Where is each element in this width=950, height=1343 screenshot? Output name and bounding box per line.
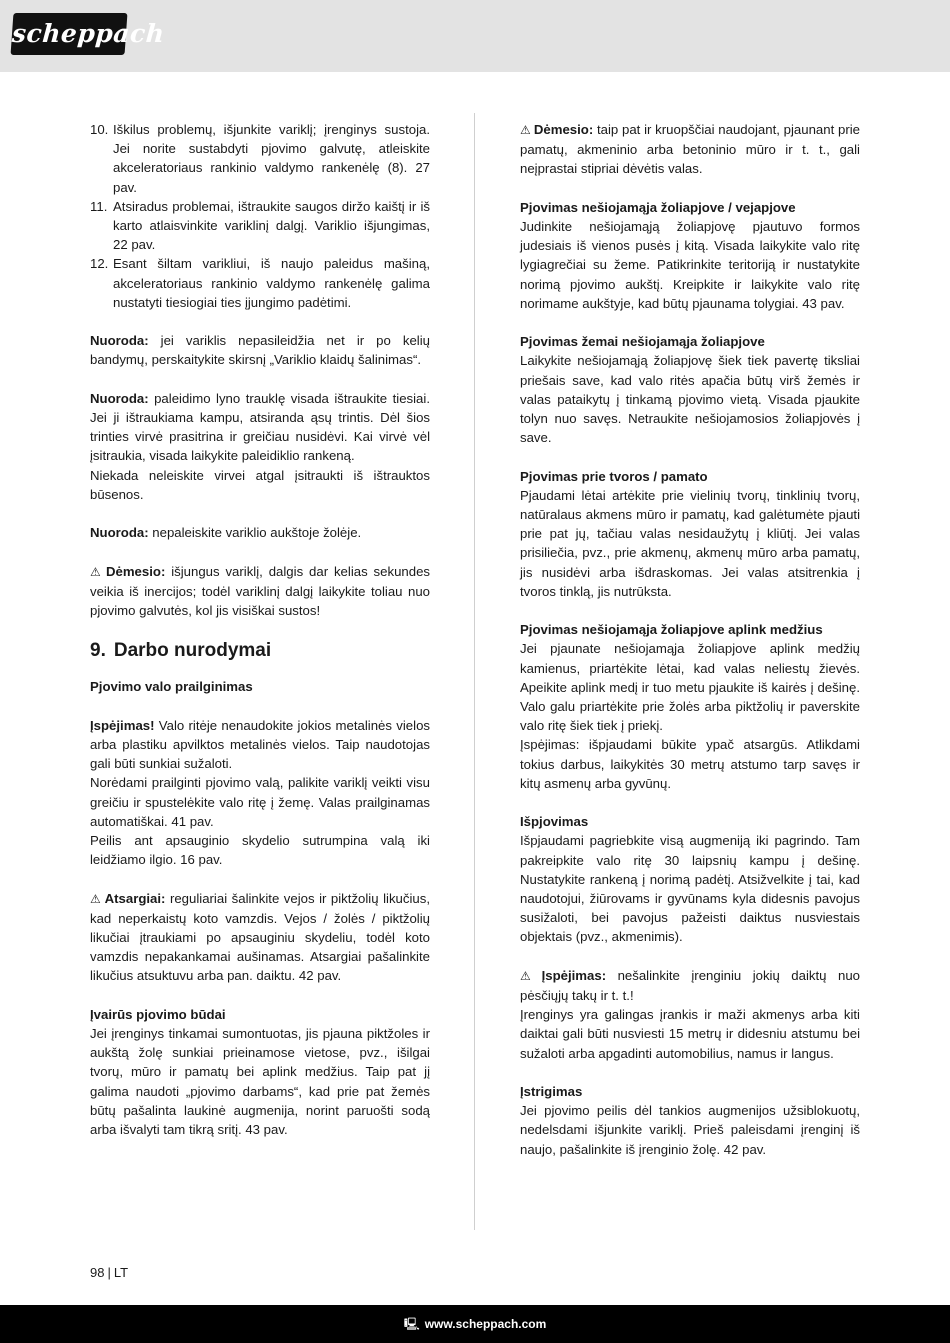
- subsection-heading: Pjovimas nešiojamąja žoliapjove aplink medžius: [520, 622, 823, 638]
- subsection-heading: Pjovimas žemai nešiojamąja žoliapjove: [520, 334, 765, 350]
- note-paragraph: Nuoroda: paleidimo lyno trauklę visada ištraukite tiesiai. Jei ji ištraukiama kampu, atsiranda ąsų trintis. Dėl šios trinties virvė prasitrina ir greičiau nusidėvi. Kai virvė vėl įsitraukia, visada laikykite paleidiklio rankeną.: [90, 390, 430, 464]
- note-paragraph: Nuoroda: jei variklis nepasileidžia net ir po kelių bandymų, perskaitykite skirsnį „Variklio klaidų šalinimas“.: [90, 333, 430, 368]
- warning-triangle-icon: ⚠: [90, 891, 102, 906]
- list-item: 11. Atsiradus problemai, ištraukite saugos diržo kaištį ir iš karto atlaisvinkite variklinį dalgį. Variklio išjungimas, 22 pav.: [90, 198, 430, 253]
- computer-icon: 🖳: [403, 1317, 420, 1331]
- warning-paragraph: Įspėjimas! Valo ritėje nenaudokite jokios metalinės vielos arba plastiku apvilktos metalinės vielos. Taip naudotojas gali būti sunkiai sužaloti.: [90, 717, 430, 772]
- subsection-heading: Įstrigimas: [520, 1084, 583, 1100]
- left-column: [90, 120, 430, 1158]
- warning-triangle-icon: ⚠: [520, 123, 531, 137]
- caution-paragraph: ⚠ Atsargiai: reguliariai šalinkite vejos ir piktžolių likučius, kad neperkaistų koto vamzdis. Vejos / žolės / piktžolių likučiai įtraukiami po apsauginiu skydeliu, todėl koto vamzdis nepakankamai aušinamas. Atsargiai pašalinkite likučius atsuktuvu arba pan. daiktu. 42 pav.: [90, 890, 430, 984]
- body-paragraph: Jei pjovimo peilis dėl tankios augmenijos užsiblokuotų, nedelsdami išjunkite variklį. Prieš paleisdami įrenginį iš naujo, pašalinkite iš įrenginio žolę. 42 pav.: [520, 1103, 860, 1157]
- scheppach-logo: scheppach: [11, 13, 128, 55]
- warning-triangle-icon: ⚠: [90, 564, 103, 579]
- steps-list: [90, 120, 430, 312]
- body-paragraph: Laikykite nešiojamąją žoliapjovę šiek tiek pavertę tiksliai priešais save, kad valo ritės apačia būtų virš žemės ir valas pataikytų į tinkamą pjovimo vietą. Visada pjaukite tolyn nuo savęs. Netraukite nešiojamosios žoliapjovės į save.: [520, 353, 860, 446]
- subsection-heading: Pjovimas prie tvoros / pamato: [520, 468, 708, 484]
- body-paragraph: Pjaudami lėtai artėkite prie vielinių tvorų, tinklinių tvorų, natūralaus akmens mūro ir pamatų, kad galėtumėte pjauti prie pat jų, tačiau valas nesidaužytų į kliūtį. Jei valas prisiliečia, pvz., prie akmenų, akmenų mūro arba pamatų, jis nusidėvi arba išdraskomas. Jei valas atsitrenkia į tvoros tinklą, jis nutrūksta.: [520, 487, 860, 599]
- page-header: [0, 0, 950, 72]
- note-paragraph-continued: Niekada neleiskite virvei atgal įsitraukti iš ištrauktos būsenos.: [90, 467, 430, 502]
- subsection-heading: Pjovimo valo prailginimas: [90, 679, 253, 695]
- body-paragraph: Išpjaudami pagriebkite visą augmeniją iki pagrindo. Tam pakreipkite valo ritę 30 laipsnių kampu į dešinę. Nustatykite rankeną į norimą padėtį. Atsižvelkite į tai, kad naudotojui, žiūrovams ir gyvūnams kyla didesnis pavojus susižaloti, bei pavojus pažeisti daiktus nusviestais objektais (pvz., akmenimis).: [520, 833, 860, 945]
- list-item: 12. Esant šiltam varikliui, iš naujo paleidus mašiną, akceleratoriaus rankinio valdymo rankenėlę galima nustatyti tiesiogiai ties įjungimo padėtimi.: [90, 256, 430, 310]
- subsection-heading: Išpjovimas: [520, 814, 589, 830]
- website-link[interactable]: www.scheppach.com: [424, 1317, 547, 1331]
- right-column: [520, 120, 860, 1178]
- body-paragraph: Įrenginys yra galingas įrankis ir maži akmenys arba kiti daiktai gali būti nusviesti 15 metrų ir didesniu atstumu bei sužaloti arba apgadinti automobilius, namus ir langus.: [520, 1007, 860, 1061]
- body-paragraph: Jei įrenginys tinkamai sumontuotas, jis pjauna piktžoles ir aukštą žolę sunkiai prieinamose vietose, pvz., išilgai tvorų, mūro ir pamatų bei aplink medžius. Taip pat jį galima naudoti „pjovimo darbams“, kad prie pat žemės būtų pašalinta laukinė augmenija, norint paruošti sodą arba išvalyti tam tikrą sritį. 43 pav.: [90, 1026, 430, 1138]
- page-number: 98 | LT: [90, 1265, 129, 1280]
- body-paragraph: Norėdami prailginti pjovimo valą, palikite variklį veikti visu greičiu ir spustelėkite valo ritę į žemę. Valas prailginamas automatiškai. 41 pav.: [90, 775, 430, 829]
- subsection-heading: Pjovimas nešiojamąja žoliapjove / vejapjove: [520, 199, 796, 215]
- column-divider: [474, 113, 475, 1230]
- body-paragraph: Įspėjimas: išpjaudami būkite ypač atsargūs. Atlikdami tokius darbus, laikykitės 30 metrų atstumo tarp savęs ir kitų asmenų arba gyvūnų.: [520, 737, 860, 791]
- body-paragraph: Judinkite nešiojamąją žoliapjovę pjautuvo formos judesiais iš vienos pusės į kitą. Visada laikykite valo ritę lygiagrečiai su žeme. Patikrinkite teritoriją ir nustatykite norimą pjovimo aukštį. Kreipkite ir laikykite valo ritę norimame aukštyje, kad būtų pjaunama tolygiai. 43 pav.: [520, 219, 860, 311]
- attention-paragraph: ⚠ Dėmesio: išjungus variklį, dalgis dar kelias sekundes veikia iš inercijos; todėl variklinį dalgį laikykite toliau nuo pjovimo galvutės, kol jis visiškai sustos!: [90, 563, 430, 619]
- section-heading: 9. Darbo nurodymai: [90, 640, 272, 662]
- warning-triangle-icon: ⚠: [520, 968, 539, 983]
- attention-paragraph: ⚠ Dėmesio: taip pat ir kruopščiai naudojant, pjaunant prie pamatų, akmeninio arba betoninio mūro ir t. t., gali neįprastai stipriai dėvėtis valas.: [520, 122, 860, 177]
- spacer: [90, 697, 430, 716]
- footer-bar: [0, 1305, 950, 1343]
- body-paragraph: Peilis ant apsauginio skydelio sutrumpina valą iki leidžiamo ilgio. 16 pav.: [90, 833, 430, 868]
- warning-paragraph: ⚠ Įspėjimas: nešalinkite įrenginiu jokių daiktų nuo pėsčiųjų takų ir t. t.!: [520, 967, 860, 1004]
- subsection-heading: Įvairūs pjovimo būdai: [90, 1006, 226, 1022]
- list-item: 10. Iškilus problemų, išjunkite variklį; įrenginys sustoja. Jei norite sustabdyti pjovimo galvutę, atleiskite akceleratoriaus rankinio valdymo rankenėlę (8). 27 pav.: [90, 122, 430, 195]
- body-paragraph: Jei pjaunate nešiojamąja žoliapjove aplink medžių kamienus, priartėkite lėtai, kad valas neliestų žievės. Apeikite aplink medį ir tuo metu pjaukite iš kairės į dešinę. Valo galu priartėkite prie žolės arba piktžolių ir paverskite valo ritę šiek tiek į priekį.: [520, 641, 860, 734]
- note-paragraph: Nuoroda: nepaleiskite variklio aukštoje žolėje.: [90, 525, 362, 541]
